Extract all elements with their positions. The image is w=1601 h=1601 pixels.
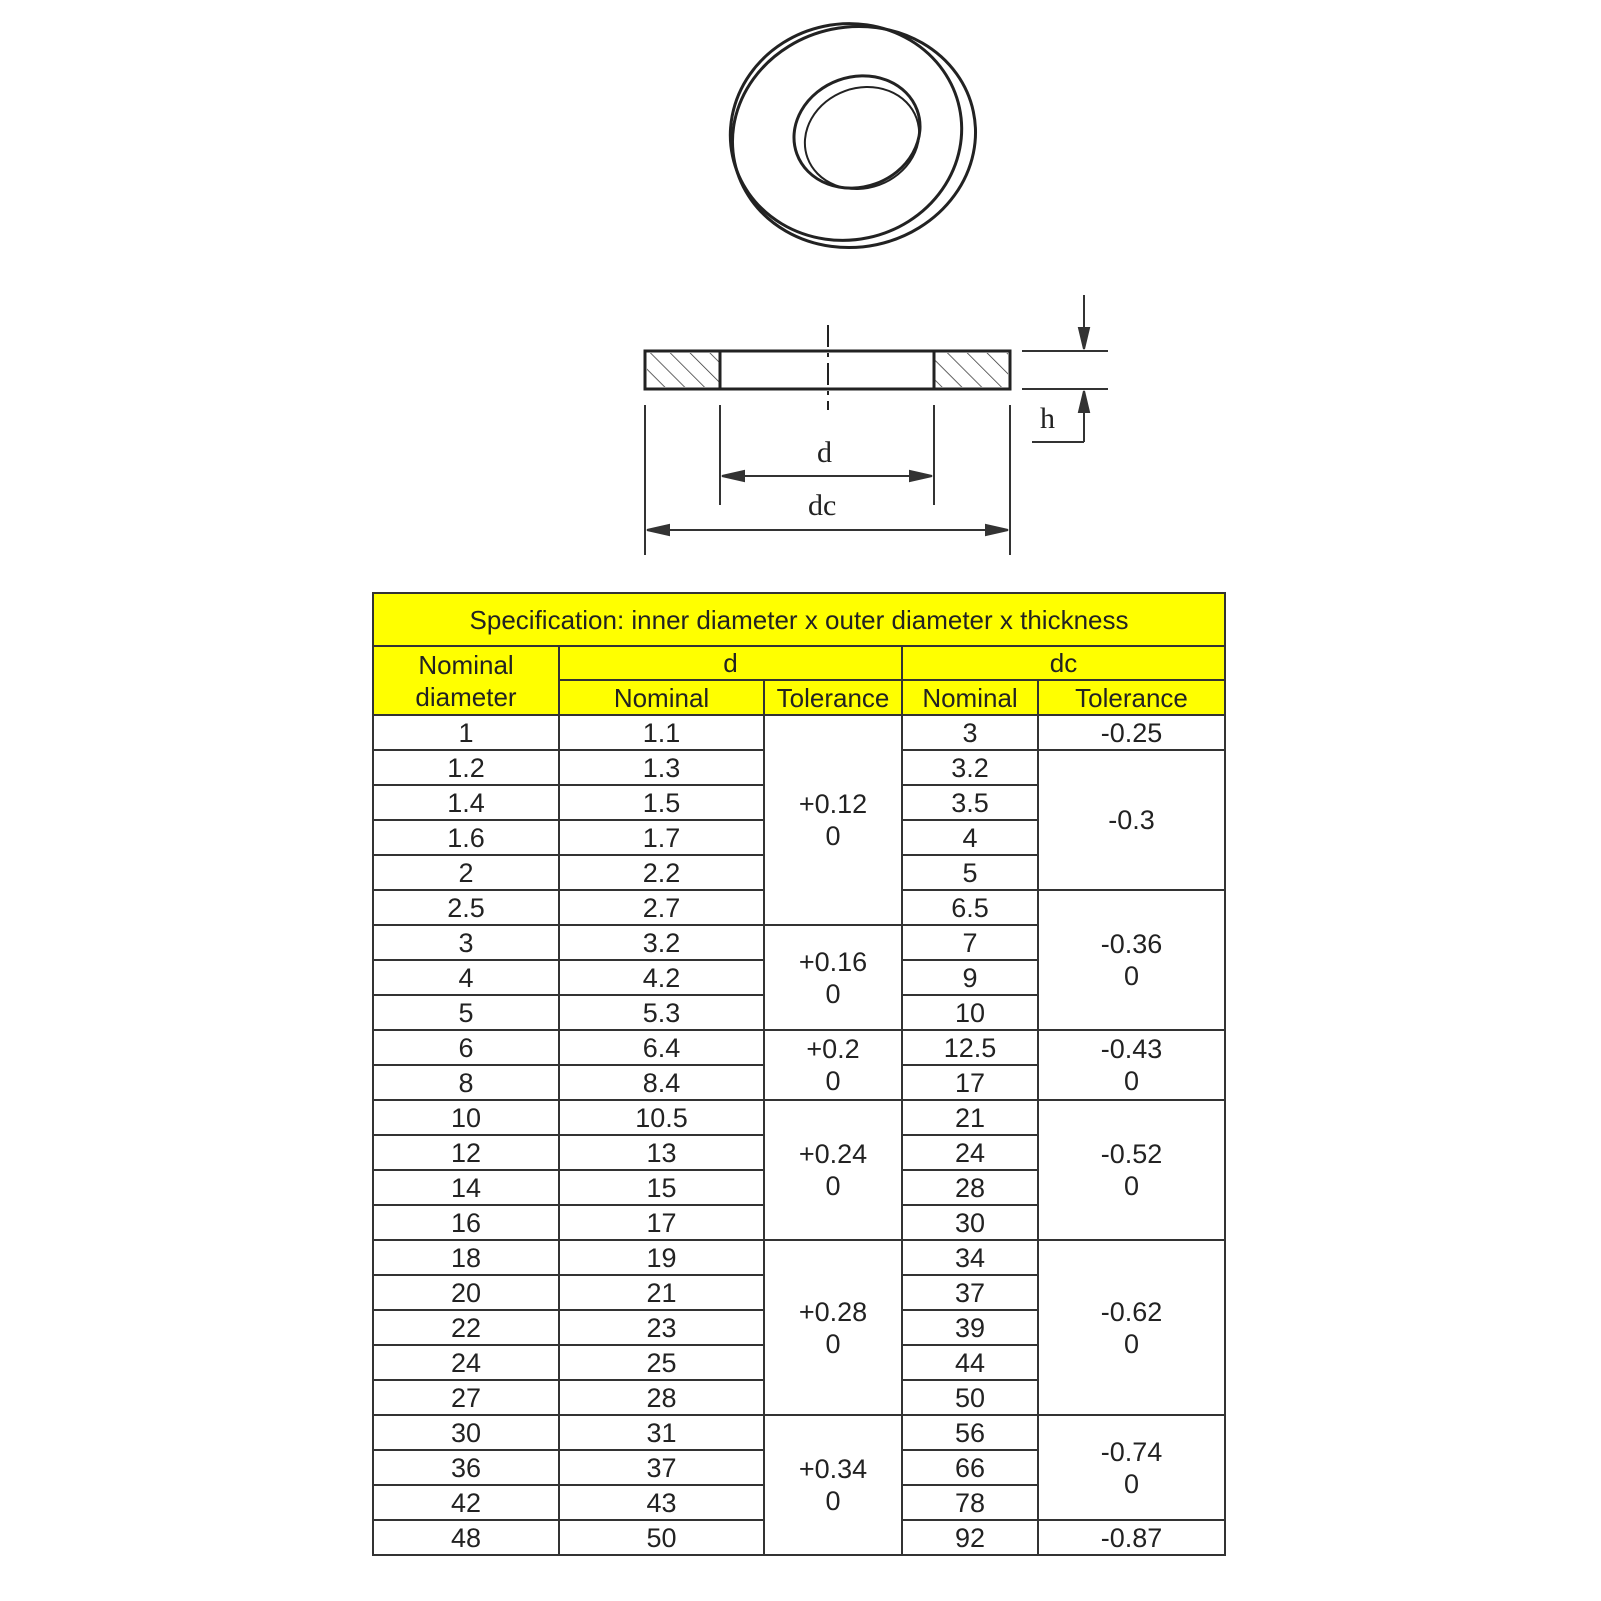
cell-d-tolerance: +0.16 0 (764, 925, 902, 1030)
cell-d-tolerance: +0.24 0 (764, 1100, 902, 1240)
cell-dc-nominal: 10 (902, 995, 1038, 1030)
washer-perspective-view (710, 2, 996, 270)
cell-d-nominal: 2.2 (559, 855, 764, 890)
cell-dc-tolerance: -0.25 (1038, 715, 1225, 750)
cell-nominal-diameter: 5 (373, 995, 559, 1030)
cell-dc-nominal: 34 (902, 1240, 1038, 1275)
cell-nominal-diameter: 36 (373, 1450, 559, 1485)
header-nominal-diameter: Nominal diameter (373, 646, 559, 715)
cell-dc-nominal: 28 (902, 1170, 1038, 1205)
cell-dc-nominal: 3.2 (902, 750, 1038, 785)
washer-drawing (0, 0, 1601, 580)
cell-dc-tolerance: -0.3 (1038, 750, 1225, 890)
cell-d-nominal: 15 (559, 1170, 764, 1205)
cell-nominal-diameter: 2.5 (373, 890, 559, 925)
cell-d-nominal: 23 (559, 1310, 764, 1345)
dimension-lines (645, 295, 1108, 555)
cell-dc-tolerance: -0.52 0 (1038, 1100, 1225, 1240)
cell-dc-nominal: 92 (902, 1520, 1038, 1555)
cell-d-nominal: 25 (559, 1345, 764, 1380)
cell-dc-nominal: 5 (902, 855, 1038, 890)
cell-d-nominal: 43 (559, 1485, 764, 1520)
cell-d-nominal: 4.2 (559, 960, 764, 995)
cell-nominal-diameter: 27 (373, 1380, 559, 1415)
header-d-tolerance: Tolerance (764, 680, 902, 715)
cell-nominal-diameter: 48 (373, 1520, 559, 1555)
cell-nominal-diameter: 1.4 (373, 785, 559, 820)
cell-d-nominal: 1.3 (559, 750, 764, 785)
washer-section-view (645, 325, 1010, 410)
header-d: d (559, 646, 902, 680)
header-dc: dc (902, 646, 1225, 680)
cell-dc-nominal: 7 (902, 925, 1038, 960)
table-row (373, 1100, 1225, 1135)
label-dc: dc (808, 489, 837, 522)
cell-nominal-diameter: 12 (373, 1135, 559, 1170)
cell-nominal-diameter: 1.2 (373, 750, 559, 785)
cell-dc-tolerance: -0.62 0 (1038, 1240, 1225, 1415)
cell-d-nominal: 1.7 (559, 820, 764, 855)
table-row (373, 1240, 1225, 1275)
table-row (373, 715, 1225, 750)
cell-d-nominal: 37 (559, 1450, 764, 1485)
header-dc-nominal: Nominal (902, 680, 1038, 715)
table-title-row (373, 593, 1225, 646)
cell-nominal-diameter: 8 (373, 1065, 559, 1100)
label-d: d (817, 436, 832, 469)
cell-nominal-diameter: 3 (373, 925, 559, 960)
cell-dc-nominal: 78 (902, 1485, 1038, 1520)
cell-d-nominal: 50 (559, 1520, 764, 1555)
cell-nominal-diameter: 1.6 (373, 820, 559, 855)
cell-d-nominal: 5.3 (559, 995, 764, 1030)
cell-d-nominal: 8.4 (559, 1065, 764, 1100)
cell-dc-nominal: 3 (902, 715, 1038, 750)
cell-nominal-diameter: 20 (373, 1275, 559, 1310)
table-row (373, 1415, 1225, 1450)
cell-d-nominal: 6.4 (559, 1030, 764, 1065)
cell-d-nominal: 17 (559, 1205, 764, 1240)
cell-nominal-diameter: 2 (373, 855, 559, 890)
cell-dc-nominal: 9 (902, 960, 1038, 995)
cell-d-nominal: 3.2 (559, 925, 764, 960)
cell-dc-nominal: 44 (902, 1345, 1038, 1380)
cell-dc-nominal: 24 (902, 1135, 1038, 1170)
cell-nominal-diameter: 14 (373, 1170, 559, 1205)
cell-dc-tolerance: -0.36 0 (1038, 890, 1225, 1030)
cell-nominal-diameter: 6 (373, 1030, 559, 1065)
cell-d-tolerance: +0.12 0 (764, 715, 902, 925)
cell-d-tolerance: +0.2 0 (764, 1030, 902, 1100)
cell-nominal-diameter: 10 (373, 1100, 559, 1135)
cell-d-nominal: 28 (559, 1380, 764, 1415)
cell-nominal-diameter: 24 (373, 1345, 559, 1380)
cell-nominal-diameter: 22 (373, 1310, 559, 1345)
cell-d-nominal: 10.5 (559, 1100, 764, 1135)
cell-dc-nominal: 39 (902, 1310, 1038, 1345)
cell-nominal-diameter: 1 (373, 715, 559, 750)
header-dc-tolerance: Tolerance (1038, 680, 1225, 715)
cell-d-nominal: 1.1 (559, 715, 764, 750)
cell-dc-nominal: 50 (902, 1380, 1038, 1415)
cell-dc-nominal: 6.5 (902, 890, 1038, 925)
cell-nominal-diameter: 30 (373, 1415, 559, 1450)
cell-d-nominal: 31 (559, 1415, 764, 1450)
table-title: Specification: inner diameter x outer diameter x thickness (373, 593, 1225, 646)
cell-nominal-diameter: 18 (373, 1240, 559, 1275)
cell-dc-tolerance: -0.74 0 (1038, 1415, 1225, 1520)
cell-nominal-diameter: 42 (373, 1485, 559, 1520)
cell-dc-nominal: 12.5 (902, 1030, 1038, 1065)
cell-dc-nominal: 4 (902, 820, 1038, 855)
cell-dc-nominal: 30 (902, 1205, 1038, 1240)
cell-dc-tolerance: -0.87 (1038, 1520, 1225, 1555)
cell-d-nominal: 13 (559, 1135, 764, 1170)
table-row (373, 1030, 1225, 1065)
cell-d-tolerance: +0.28 0 (764, 1240, 902, 1415)
cell-d-nominal: 19 (559, 1240, 764, 1275)
cell-dc-nominal: 66 (902, 1450, 1038, 1485)
cell-dc-nominal: 3.5 (902, 785, 1038, 820)
cell-dc-tolerance: -0.43 0 (1038, 1030, 1225, 1100)
washer-spec-table (372, 592, 1226, 1556)
cell-d-nominal: 21 (559, 1275, 764, 1310)
cell-d-nominal: 1.5 (559, 785, 764, 820)
header-d-nominal: Nominal (559, 680, 764, 715)
cell-dc-nominal: 17 (902, 1065, 1038, 1100)
cell-d-nominal: 2.7 (559, 890, 764, 925)
cell-d-tolerance: +0.34 0 (764, 1415, 902, 1555)
cell-nominal-diameter: 4 (373, 960, 559, 995)
cell-nominal-diameter: 16 (373, 1205, 559, 1240)
label-h: h (1040, 402, 1055, 435)
table-header-row (373, 646, 1225, 680)
cell-dc-nominal: 21 (902, 1100, 1038, 1135)
cell-dc-nominal: 37 (902, 1275, 1038, 1310)
cell-dc-nominal: 56 (902, 1415, 1038, 1450)
